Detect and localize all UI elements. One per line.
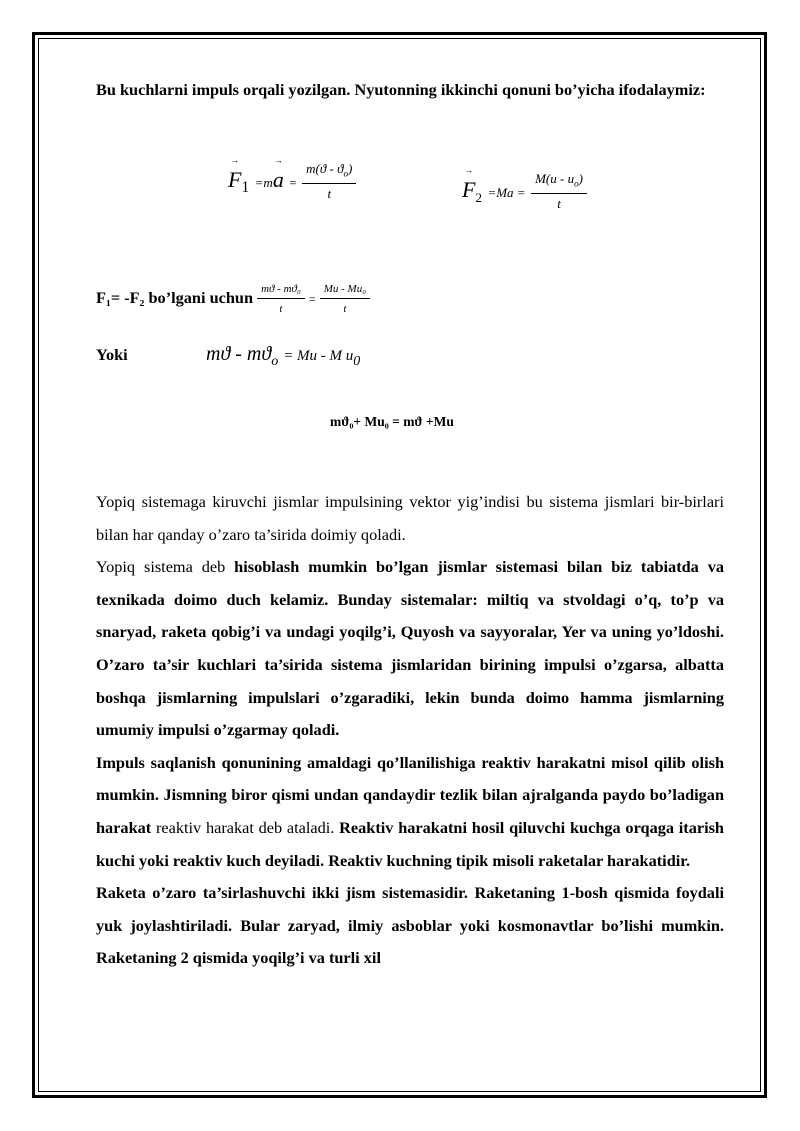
eq2-lhs: → F	[462, 177, 475, 203]
body-text	[96, 486, 724, 975]
equation-momentum-ratio	[96, 280, 370, 319]
intro-paragraph: Bu kuchlarni impuls orqali yozilgan. Nyutonning ikkinchi qonuni bo’yicha ifodalaymiz:	[96, 80, 706, 99]
equation-conservation: mϑ₀+ Mu₀ = mϑ +Mu	[330, 414, 454, 429]
eq1-num-end: )	[348, 161, 353, 176]
eq3-num-left: mϑ - mϑ₀	[257, 280, 305, 299]
intro-block	[96, 74, 724, 107]
eq3-num-right: Mu - Mu₀	[320, 280, 370, 299]
eq1-mid: =m	[254, 174, 273, 190]
equation-f1	[228, 160, 356, 204]
eq2-num-sub: o	[574, 178, 579, 189]
eq1-lhs-sub: 1	[241, 179, 250, 197]
para2-normal: Yopiq sistema deb	[96, 557, 226, 577]
eq4-label: Yoki	[96, 345, 128, 364]
equation-yoki-expr	[206, 343, 360, 370]
eq2-fraction	[531, 170, 587, 214]
eq2-denominator: t	[557, 195, 561, 211]
eq3-equals: =	[308, 292, 316, 307]
paragraph-2	[96, 551, 724, 747]
eq2-numerator	[531, 170, 587, 194]
para2-bold: hisoblash mumkin bo’lgan jismlar sistemasi bilan biz tabiatda va texnikada doimo duch kelamiz. Bunday sistemalar: miltiq va stvoldagi o’q, to’p va snaryad, raketa qobig’i va undagi yoqilg’i, Quyosh va sayyoralar, Yer va uning yo’ldoshi. O’zaro ta’sir kuchlari ta’sirida sistema jismlaridan birining impulsi o’zgarsa, albatta boshqa jismlarning impulslari o’zgaradiki, lekin bunda doimo hamma jismlarning umumiy impulsi o’zgarmay qoladi.	[96, 557, 724, 740]
eq3-den-right: t	[343, 303, 347, 315]
para3-bold2: Reaktiv harakatni hosil qiluvchi kuchga orqaga itarish kuchi yoki reaktiv kuch deyiladi. Reaktiv kuchning tipik misoli raketalar harakatidir.	[96, 817, 724, 870]
eq4-expr: mϑ - mϑ	[206, 343, 272, 365]
para3-normal: reaktiv harakat deb ataladi.	[155, 817, 335, 837]
paragraph-1: Yopiq sistemaga kiruvchi jismlar impulsining vektor yig’indisi bu sistema jismlari bir-birlari bilan har qanday o’zaro ta’sirida doimiy qoladi.	[96, 492, 724, 544]
eq4-rhs-sub: 0	[353, 354, 361, 369]
paragraph-3	[96, 747, 724, 877]
paragraph-4: Raketa o’zaro ta’sirlashuvchi ikki jism sistemasidir. Raketaning 1-bosh qismida foydali yuk joylashtiriladi. Bular zaryad, ilmiy asboblar yoki kosmonavtlar bo’lishi mumkin. Raketaning 2 qismida yoqilg’i va turli xil	[96, 883, 724, 968]
eq3-den-left: t	[279, 303, 283, 315]
eq2-lhs-sub: 2	[475, 190, 482, 206]
eq2-mid: =Ma =	[487, 184, 526, 200]
eq3-label: F₁= -F₂ bo’lgani uchun	[96, 288, 254, 308]
eq1-lhs: → F	[228, 167, 241, 193]
equation-yoki	[96, 345, 128, 365]
eq1-fraction	[302, 160, 356, 204]
eq1-numerator	[302, 160, 356, 184]
eq1-num-text: m(ϑ - ϑ	[306, 161, 344, 176]
eq4-rhs: = Mu - M u	[283, 348, 354, 364]
eq1-a: → a	[273, 167, 284, 193]
eq3-fraction-right	[320, 280, 370, 319]
para3-bold1: Impuls saqlanish qonunining amaldagi qo’llanilishiga reaktiv harakatni misol qilib olish mumkin. Jismning biror qismi undan qandaydir tezlik bilan ajralganda paydo bo’ladigan harakat	[96, 752, 724, 837]
eq2-num-end: )	[578, 171, 583, 186]
eq2-num-text: M(u - u	[535, 171, 575, 186]
eq4-sub: o	[271, 354, 279, 369]
equation-f2	[462, 170, 587, 214]
eq1-eq: =	[289, 174, 297, 190]
eq3-fraction-left	[257, 280, 305, 319]
eq1-num-sub: o	[343, 168, 349, 179]
eq1-denominator: t	[327, 185, 332, 201]
